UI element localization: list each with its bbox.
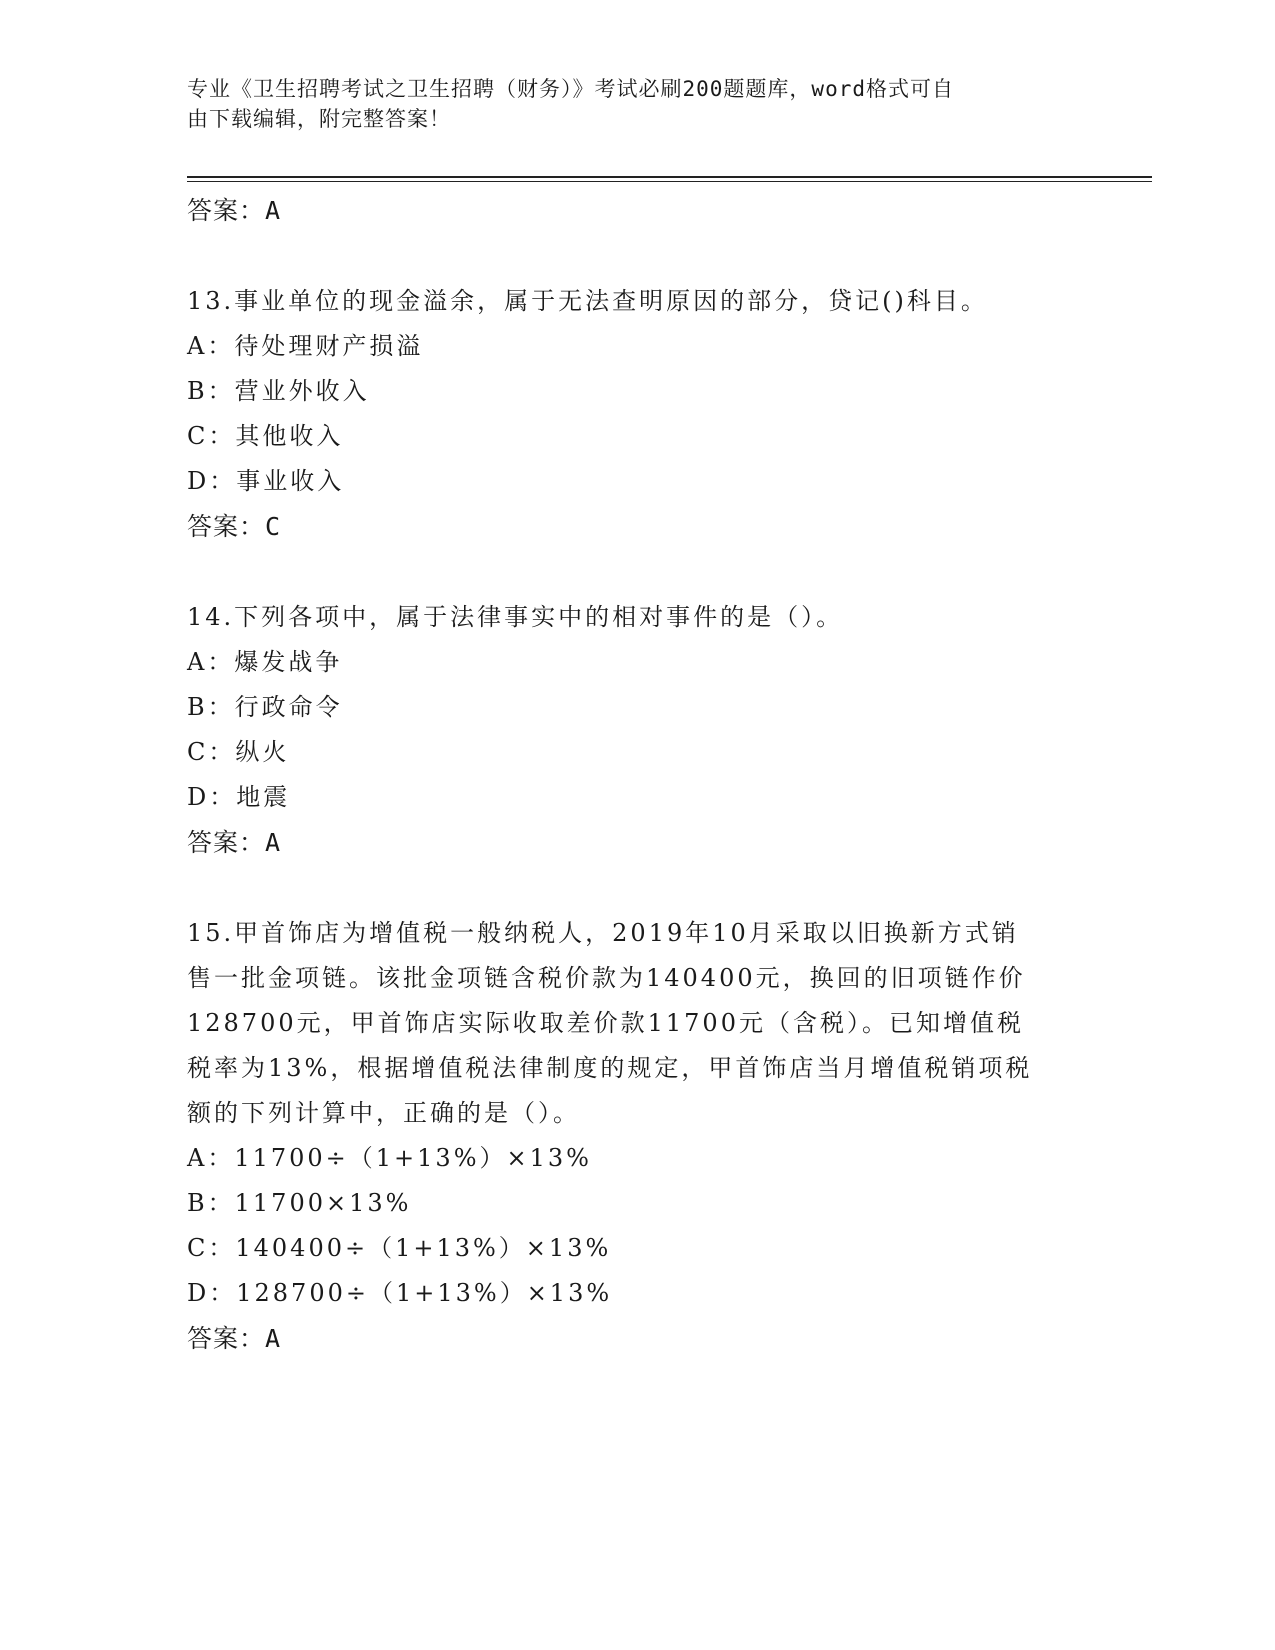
option-c: C：其他收入 bbox=[187, 422, 344, 450]
option-c: C：140400÷（1+13%）×13% bbox=[187, 1234, 612, 1262]
question-stem-line: 税率为13%，根据增值税法律制度的规定，甲首饰店当月增值税销项税 bbox=[187, 1054, 1033, 1082]
option-b: B：11700×13% bbox=[187, 1189, 412, 1217]
option-d: D：地震 bbox=[187, 783, 291, 811]
spacer bbox=[187, 549, 1087, 595]
question-stem: 13.事业单位的现金溢余，属于无法查明原因的部分，贷记()科目。 bbox=[187, 287, 988, 315]
question-block bbox=[187, 595, 1087, 865]
answer-line: 答案：A bbox=[187, 828, 282, 857]
question-list bbox=[187, 188, 1087, 1361]
option-a: A：待处理财产损溢 bbox=[187, 332, 424, 360]
question-stem-line: 15.甲首饰店为增值税一般纳税人，2019年10月采取以旧换新方式销 bbox=[187, 919, 1019, 947]
question-stem-line: 额的下列计算中，正确的是（）。 bbox=[187, 1099, 580, 1127]
question-block bbox=[187, 279, 1087, 549]
header-line-1: 专业《卫生招聘考试之卫生招聘（财务）》考试必刷200题题库，word格式可自 bbox=[187, 77, 954, 101]
question-block bbox=[187, 911, 1087, 1361]
option-b: B：营业外收入 bbox=[187, 377, 370, 405]
question-stem: 14.下列各项中，属于法律事实中的相对事件的是（）。 bbox=[187, 603, 844, 631]
option-a: A：爆发战争 bbox=[187, 648, 343, 676]
answer-line: 答案：C bbox=[187, 512, 282, 541]
header-divider-thick bbox=[187, 176, 1152, 178]
spacer bbox=[187, 233, 1087, 279]
question-stem-line: 128700元，甲首饰店实际收取差价款11700元（含税）。已知增值税 bbox=[187, 1009, 1024, 1037]
header-divider-thin bbox=[187, 181, 1152, 182]
option-a: A：11700÷（1+13%）×13% bbox=[187, 1144, 592, 1172]
question-stem-line: 售一批金项链。该批金项链含税价款为140400元，换回的旧项链作价 bbox=[187, 964, 1026, 992]
document-header bbox=[187, 74, 1087, 134]
option-b: B：行政命令 bbox=[187, 693, 343, 721]
answer-line: 答案：A bbox=[187, 196, 282, 225]
option-c: C：纵火 bbox=[187, 738, 290, 766]
spacer bbox=[187, 865, 1087, 911]
option-d: D：128700÷（1+13%）×13% bbox=[187, 1279, 613, 1307]
header-line-2: 由下载编辑，附完整答案！ bbox=[187, 107, 451, 131]
answer-line: 答案：A bbox=[187, 1324, 282, 1353]
option-d: D：事业收入 bbox=[187, 467, 345, 495]
